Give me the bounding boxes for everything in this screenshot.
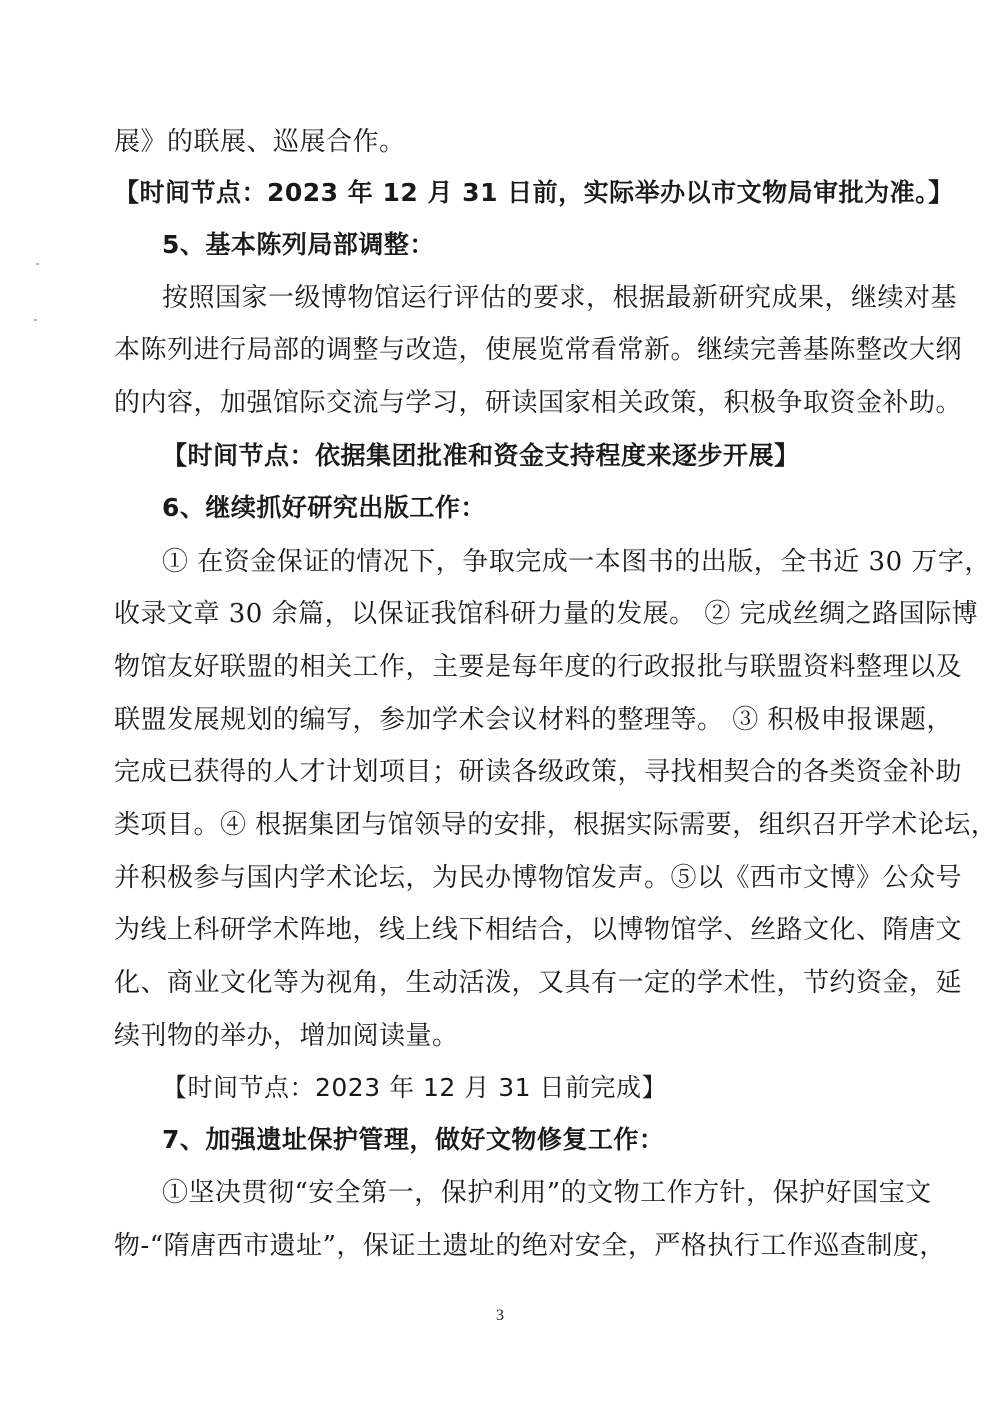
section-heading-6: 6、继续抓好研究出版工作： bbox=[162, 493, 486, 522]
text-line: 化、商业文化等为视角，生动活泼，又具有一定的学术性，节约资金，延 bbox=[114, 968, 963, 998]
scan-speck bbox=[34, 319, 37, 321]
text-line: 联盟发展规划的编写，参加学术会议材料的整理等。 ③ 积极申报课题， bbox=[114, 705, 954, 735]
text-line: 收录文章 30 余篇，以保证我馆科研力量的发展。 ② 完成丝绸之路国际博 bbox=[114, 599, 979, 629]
time-node-2: 【时间节点：依据集团批准和资金支持程度来逐步开展】 bbox=[162, 441, 800, 470]
text-line: ①坚决贯彻“安全第一，保护利用”的文物工作方针，保护好国宝文 bbox=[162, 1178, 932, 1208]
text-line: 并积极参与国内学术论坛，为民办博物馆发声。⑤以《西市文博》公众号 bbox=[114, 863, 963, 893]
section-heading-7: 7、加强遗址保护管理，做好文物修复工作： bbox=[162, 1125, 665, 1154]
text-line: 物馆友好联盟的相关工作，主要是每年度的行政报批与联盟资料整理以及 bbox=[114, 652, 963, 682]
time-node-1: 【时间节点：2023 年 12 月 31 日前，实际举办以市文物局审批为准。】 bbox=[114, 178, 954, 207]
text-line: ① 在资金保证的情况下，争取完成一本图书的出版，全书近 30 万字， bbox=[162, 547, 991, 577]
text-line: 按照国家一级博物馆运行评估的要求，根据最新研究成果，继续对基 bbox=[162, 283, 958, 313]
text-line: 续刊物的举办，增加阅读量。 bbox=[114, 1021, 459, 1051]
text-line: 本陈列进行局部的调整与改造，使展览常看常新。继续完善基陈整改大纲 bbox=[114, 335, 963, 365]
text-line: 完成已获得的人才计划项目；研读各级政策，寻找相契合的各类资金补助 bbox=[114, 757, 963, 787]
time-node-3: 【时间节点：2023 年 12 月 31 日前完成】 bbox=[162, 1073, 667, 1102]
scan-speck bbox=[36, 263, 39, 265]
page-number: 3 bbox=[496, 1307, 504, 1324]
text-line: 物-“隋唐西市遗址”，保证土遗址的绝对安全，严格执行工作巡查制度， bbox=[114, 1231, 946, 1261]
text-line: 展》的联展、巡展合作。 bbox=[114, 127, 406, 157]
text-line: 为线上科研学术阵地，线上线下相结合，以博物馆学、丝路文化、隋唐文 bbox=[114, 915, 963, 945]
text-line: 类项目。④ 根据集团与馆领导的安排，根据实际需要，组织召开学术论坛， bbox=[114, 810, 998, 840]
text-line: 的内容，加强馆际交流与学习，研读国家相关政策，积极争取资金补助。 bbox=[114, 388, 963, 418]
section-heading-5: 5、基本陈列局部调整： bbox=[162, 230, 435, 259]
